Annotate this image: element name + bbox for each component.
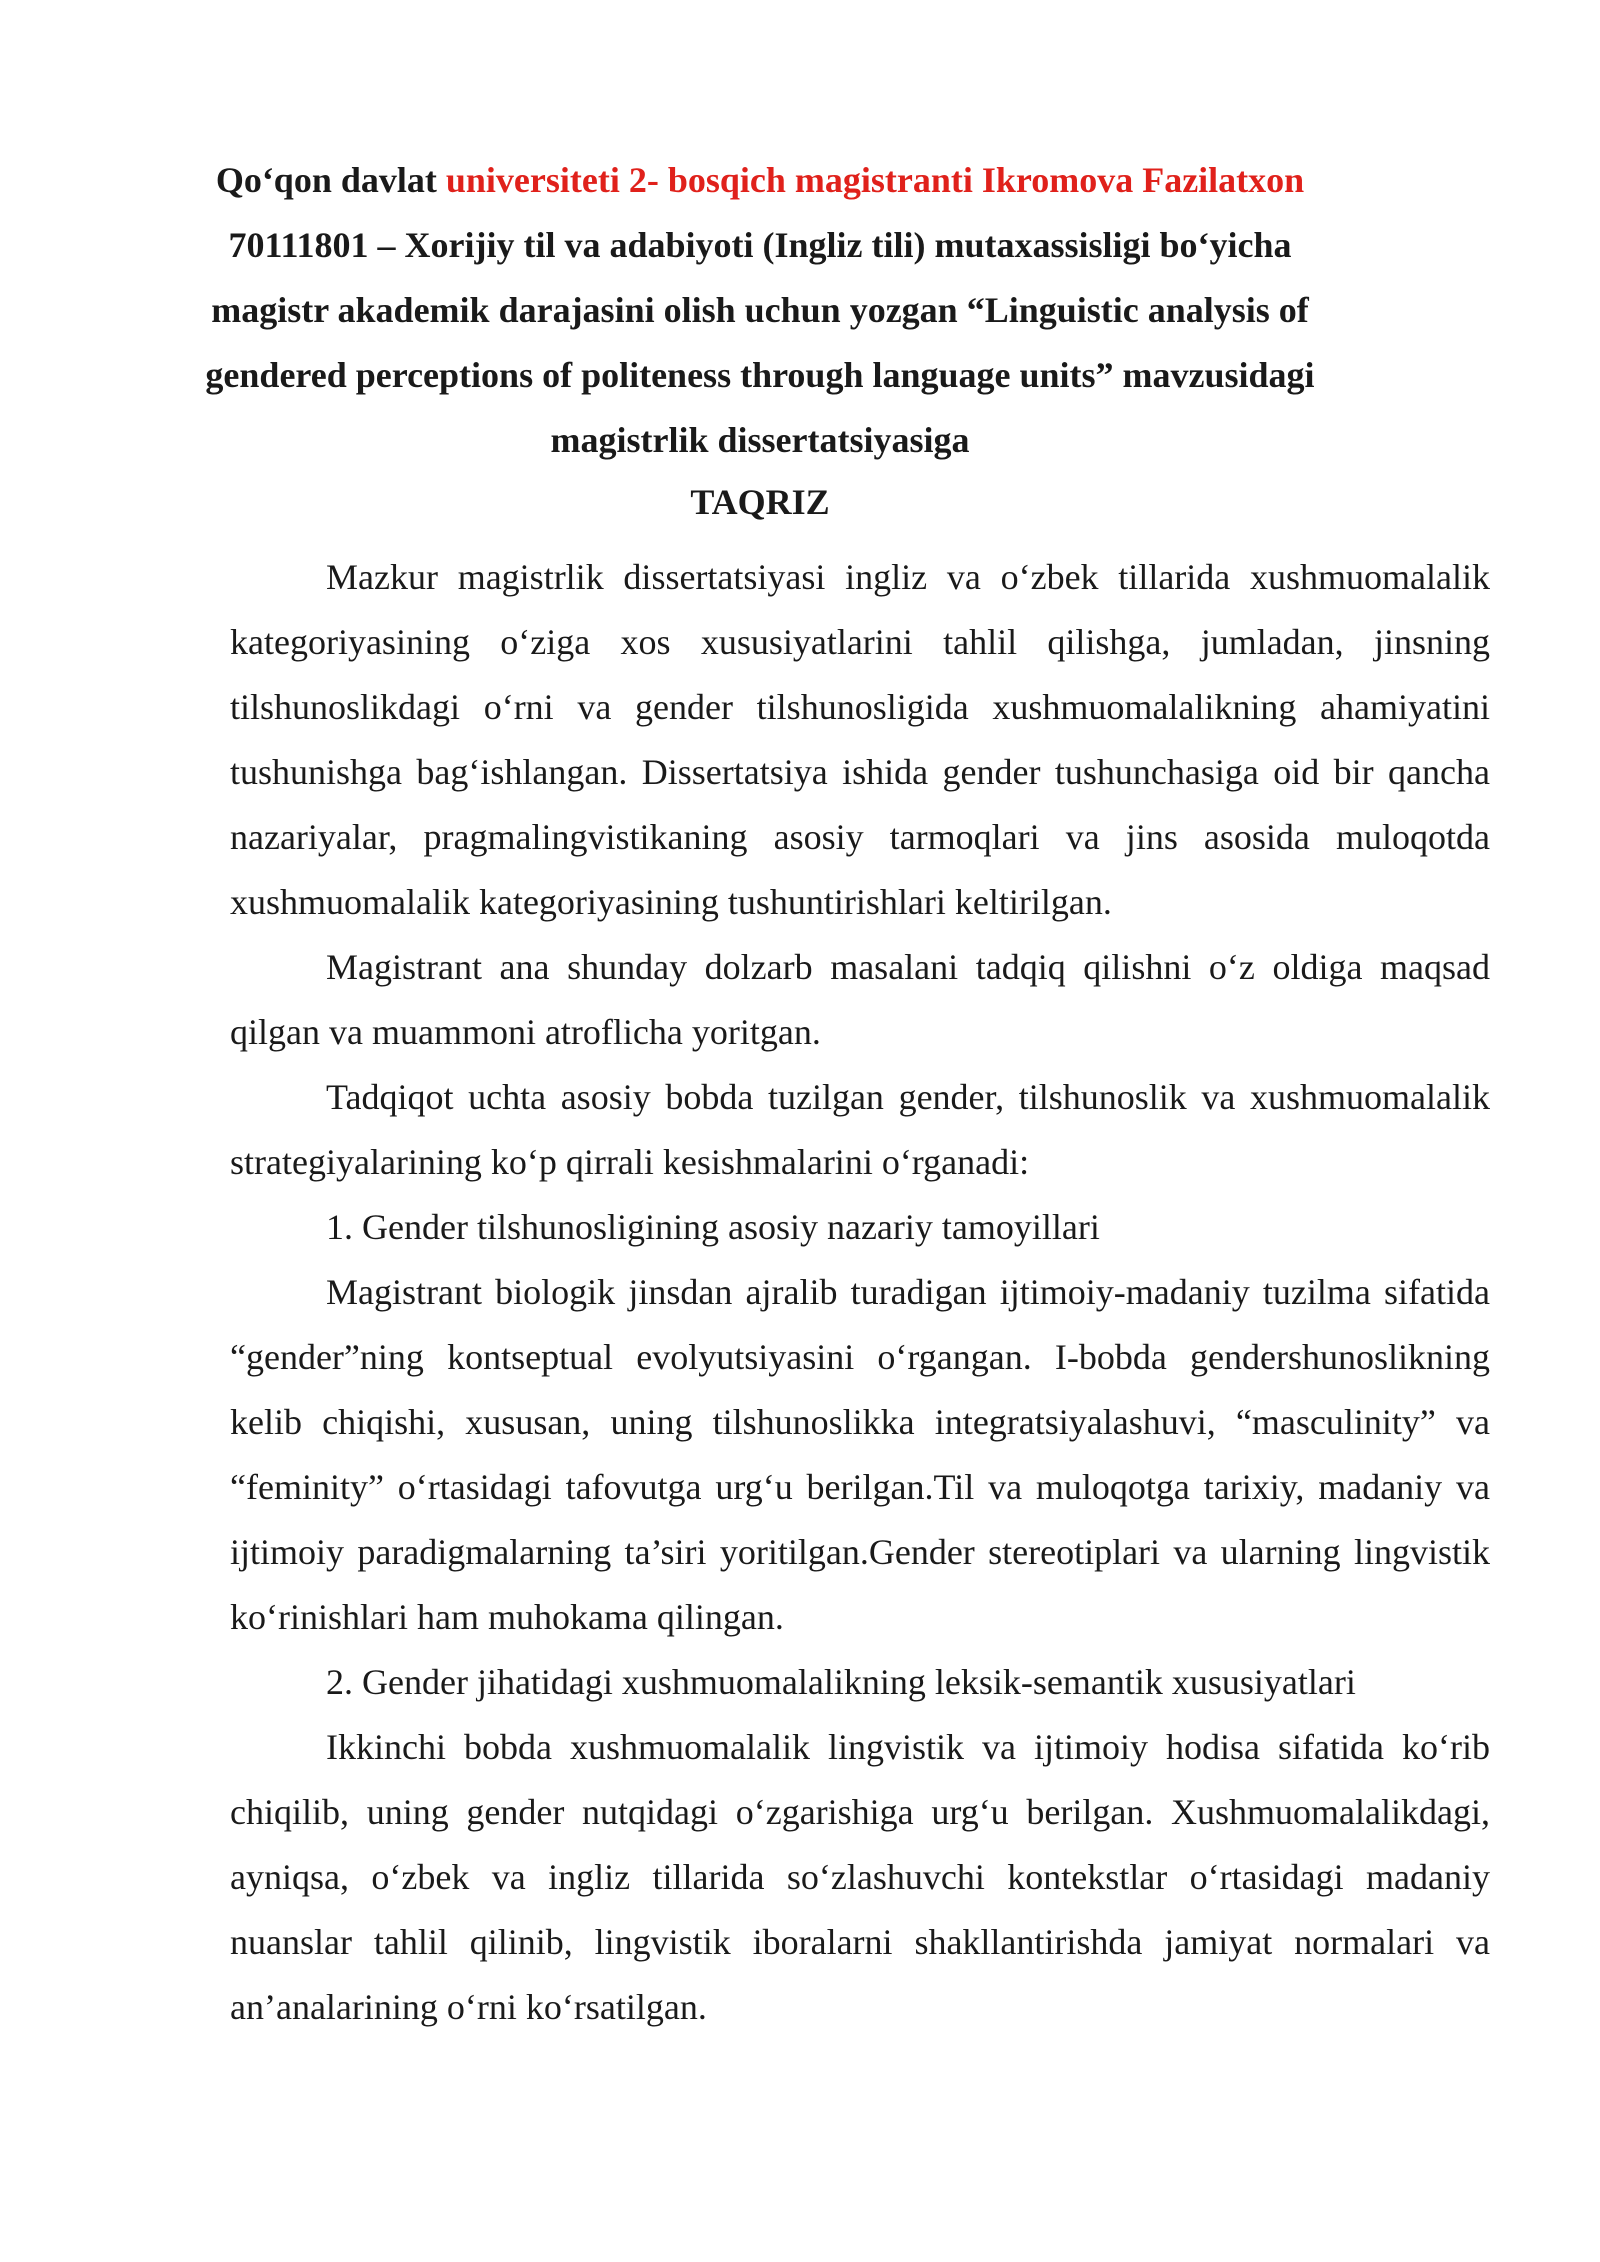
paragraph: Ikkinchi bobda xushmuomalalik lingvistik va ijtimoiy hodisa sifatida ko‘rib chiqilib, uning gender nutqidagi o‘zgarishiga urg‘u berilgan. Xushmuomalalikdagi, ayniqsa, o‘zbek va ingliz tillarida so‘zlashuvchi kontekstlar o‘rtasidagi madaniy nuanslar tahlil qilinib, lingvistik iboralarni shakllantirishda jamiyat normalari va an’analarining o‘rni ko‘rsatilgan. xyxy=(230,1727,1490,2027)
heading-university-text: Qo‘qon davlat xyxy=(215,160,446,200)
paragraph: Mazkur magistrlik dissertatsiyasi ingliz va o‘zbek tillarida xushmuomalalik kategoriyasining o‘ziga xos xususiyatlarini tahlil qilishga, jumladan, jinsning tilshunoslikdagi o‘rni va gender tilshunosligida xushmuomalalikning ahamiyatini tushunishga bag‘ishlangan. Dissertatsiya ishida gender tushunchasiga oid bir qancha nazariyalar, pragmalingvistikaning asosiy tarmoqlari va jins asosida muloqotda xushmuomalalik kategoriyasining tushuntirishlari keltirilgan. xyxy=(230,557,1490,922)
heading-student-text: universiteti 2- bosqich magistranti Ikromova Fazilatxon xyxy=(445,160,1305,200)
paragraph: Magistrant ana shunday dolzarb masalani tadqiq qilishni o‘z oldiga maqsad qilgan va muammoni atroflicha yoritgan. xyxy=(230,947,1490,1052)
section-heading-2: 2. Gender jihatidagi xushmuomalalikning leksik-semantik xususiyatlari xyxy=(326,1662,1356,1702)
document-body xyxy=(230,545,1490,2040)
section-heading-1: 1. Gender tilshunosligining asosiy nazariy tamoyillari xyxy=(326,1207,1100,1247)
document-heading xyxy=(200,148,1320,473)
document-title: TAQRIZ xyxy=(690,482,830,522)
heading-dissertation-text: 70111801 – Xorijiy til va adabiyoti (Ingliz tili) mutaxassisligi bo‘yicha magistr akademik darajasini olish uchun yozgan “Linguistic analysis of gendered perceptions of politeness through language units” mavzusidagi magistrlik dissertatsiyasiga xyxy=(205,225,1315,460)
paragraph: Tadqiqot uchta asosiy bobda tuzilgan gender, tilshunoslik va xushmuomalalik strategiyalarining ko‘p qirrali kesishmalarini o‘rganadi: xyxy=(230,1077,1490,1182)
paragraph: Magistrant biologik jinsdan ajralib turadigan ijtimoiy-madaniy tuzilma sifatida “gender”ning kontseptual evolyutsiyasini o‘rgangan. I-bobda gendershunoslikning kelib chiqishi, xususan, uning tilshunoslikka integratsiyalashuvi, “masculinity” va “feminity” o‘rtasidagi tafovutga urg‘u berilgan.Til va muloqotga tarixiy, madaniy va ijtimoiy paradigmalarning ta’siri yoritilgan.Gender stereotiplari va ularning lingvistik ko‘rinishlari ham muhokama qilingan. xyxy=(230,1272,1490,1637)
